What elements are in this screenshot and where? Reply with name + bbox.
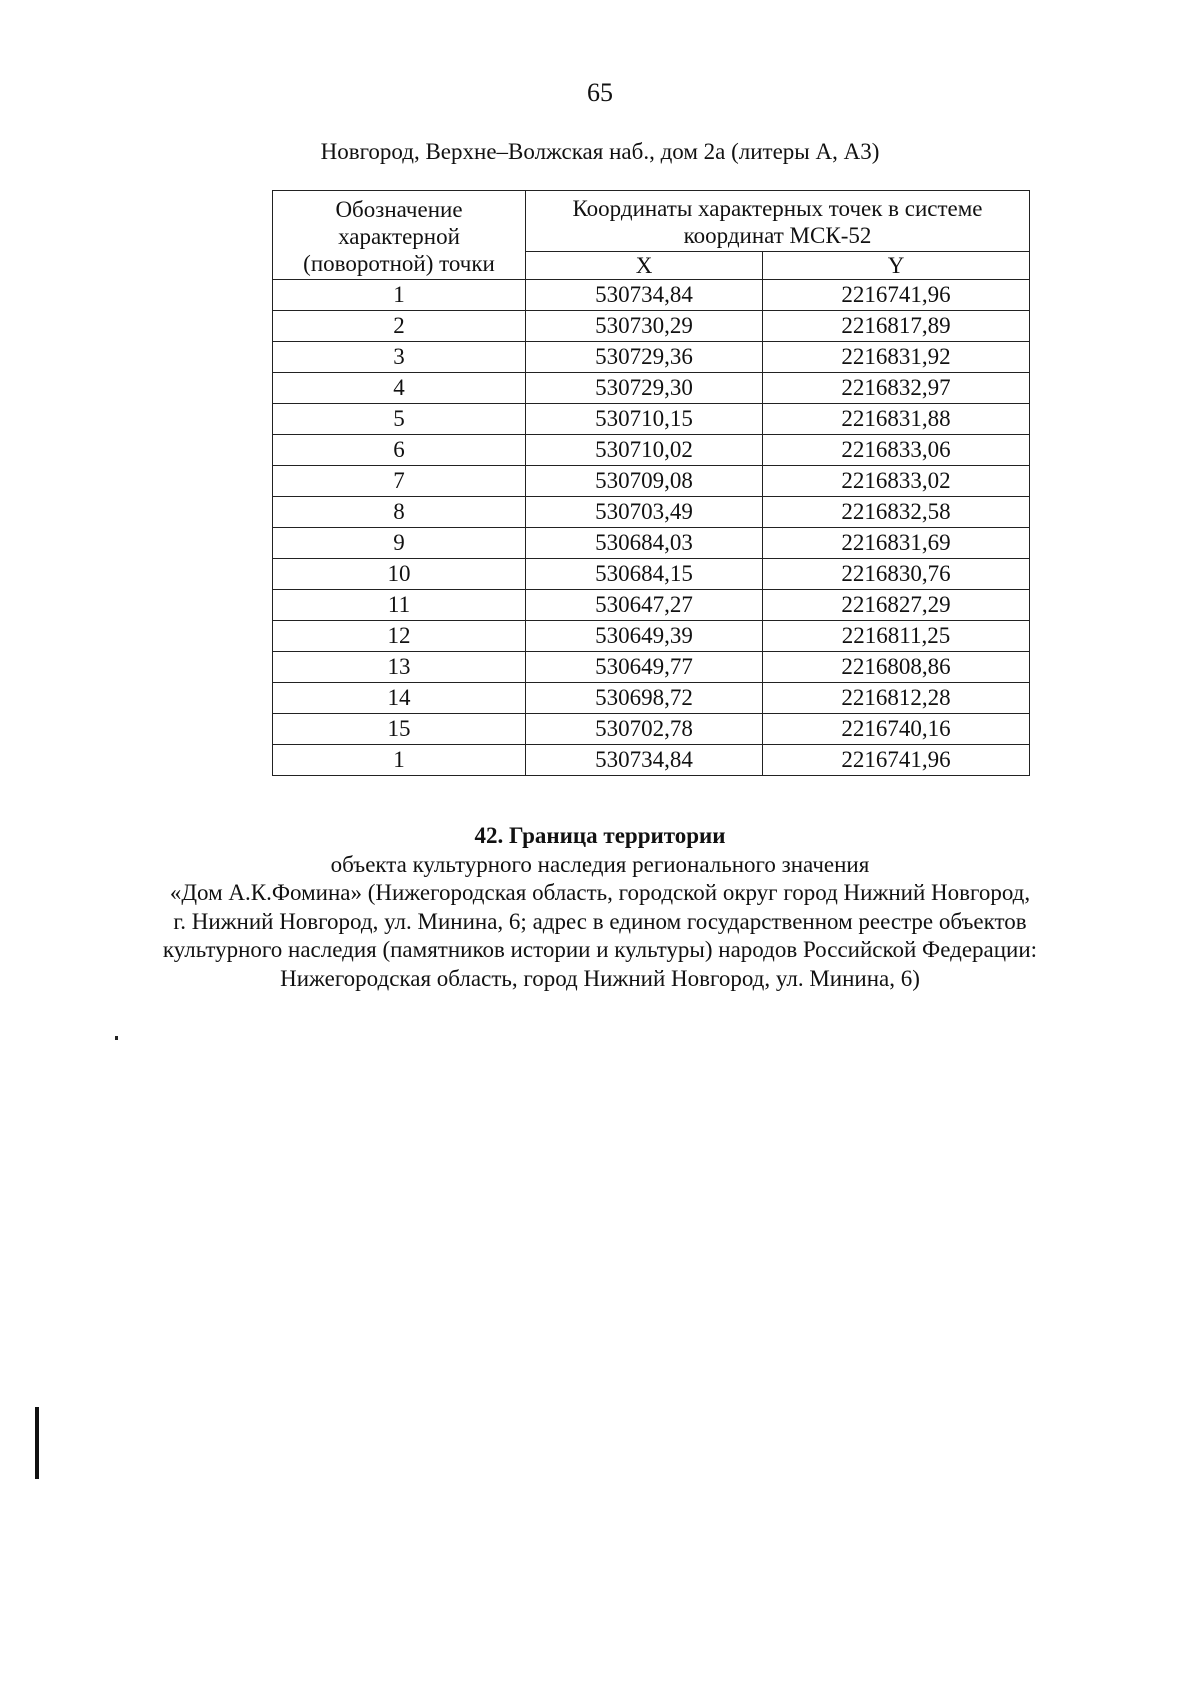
scan-margin-bar — [35, 1407, 39, 1479]
cell-x: 530734,84 — [526, 280, 763, 311]
table-row — [273, 559, 1030, 590]
cell-x: 530729,30 — [526, 373, 763, 404]
cell-y: 2216830,76 — [763, 559, 1030, 590]
cell-point: 2 — [273, 311, 526, 342]
cell-x: 530710,15 — [526, 404, 763, 435]
table-row — [273, 497, 1030, 528]
cell-point: 6 — [273, 435, 526, 466]
table-row — [273, 621, 1030, 652]
cell-x: 530684,15 — [526, 559, 763, 590]
cell-y: 2216831,92 — [763, 342, 1030, 373]
table-row — [273, 311, 1030, 342]
cell-x: 530647,27 — [526, 590, 763, 621]
cell-x: 530703,49 — [526, 497, 763, 528]
cell-x: 530730,29 — [526, 311, 763, 342]
table-row — [273, 373, 1030, 404]
coordinates-table — [272, 190, 1030, 776]
cell-point: 15 — [273, 714, 526, 745]
header-point-designation: Обозначение характерной (поворотной) точки — [273, 191, 526, 280]
cell-y: 2216741,96 — [763, 745, 1030, 776]
cell-x: 530684,03 — [526, 528, 763, 559]
cell-x: 530698,72 — [526, 683, 763, 714]
cell-x: 530649,77 — [526, 652, 763, 683]
cell-x: 530729,36 — [526, 342, 763, 373]
cell-point: 7 — [273, 466, 526, 497]
table-row — [273, 280, 1030, 311]
cell-x: 530649,39 — [526, 621, 763, 652]
cell-point: 4 — [273, 373, 526, 404]
header-y: Y — [763, 252, 1030, 280]
cell-y: 2216833,02 — [763, 466, 1030, 497]
table-body — [273, 280, 1030, 776]
section-line: культурного наследия (памятников истории и культуры) народов Российской Федерации: — [162, 937, 1038, 962]
document-subtitle: Новгород, Верхне–Волжская наб., дом 2а (литеры А, А3) — [320, 139, 880, 164]
cell-x: 530710,02 — [526, 435, 763, 466]
cell-y: 2216808,86 — [763, 652, 1030, 683]
section-line: Нижегородская область, город Нижний Новгород, ул. Минина, 6) — [280, 965, 920, 991]
cell-point: 11 — [273, 590, 526, 621]
cell-point: 5 — [273, 404, 526, 435]
cell-y: 2216831,69 — [763, 528, 1030, 559]
page-number: 65 — [587, 78, 613, 107]
scan-dot-mark — [115, 1036, 118, 1040]
cell-point: 1 — [273, 745, 526, 776]
cell-y: 2216831,88 — [763, 404, 1030, 435]
cell-y: 2216832,97 — [763, 373, 1030, 404]
section-block — [0, 822, 1200, 993]
cell-y: 2216740,16 — [763, 714, 1030, 745]
table-row — [273, 528, 1030, 559]
table-row — [273, 466, 1030, 497]
cell-point: 14 — [273, 683, 526, 714]
cell-y: 2216832,58 — [763, 497, 1030, 528]
table-row — [273, 652, 1030, 683]
table-row — [273, 745, 1030, 776]
cell-y: 2216812,28 — [763, 683, 1030, 714]
cell-point: 13 — [273, 652, 526, 683]
section-line: г. Нижний Новгород, ул. Минина, 6; адрес в едином государственном реестре объектов — [173, 908, 1027, 934]
cell-y: 2216827,29 — [763, 590, 1030, 621]
table-header-row — [273, 191, 1030, 252]
cell-point: 3 — [273, 342, 526, 373]
cell-y: 2216741,96 — [763, 280, 1030, 311]
cell-y: 2216833,06 — [763, 435, 1030, 466]
header-x: X — [526, 252, 763, 280]
table-row — [273, 714, 1030, 745]
cell-point: 1 — [273, 280, 526, 311]
cell-point: 12 — [273, 621, 526, 652]
section-line: «Дом А.К.Фомина» (Нижегородская область, городской округ город Нижний Новгород, — [169, 880, 1031, 905]
section-heading: 42. Граница территории — [474, 823, 726, 848]
section-line: объекта культурного наследия регионального значения — [330, 851, 870, 877]
cell-point: 10 — [273, 559, 526, 590]
cell-y: 2216811,25 — [763, 621, 1030, 652]
cell-y: 2216817,89 — [763, 311, 1030, 342]
cell-x: 530702,78 — [526, 714, 763, 745]
table-row — [273, 683, 1030, 714]
cell-x: 530709,08 — [526, 466, 763, 497]
header-coordinates: Координаты характерных точек в системе координат МСК-52 — [526, 191, 1030, 252]
cell-point: 8 — [273, 497, 526, 528]
table-row — [273, 404, 1030, 435]
cell-x: 530734,84 — [526, 745, 763, 776]
cell-point: 9 — [273, 528, 526, 559]
table-row — [273, 342, 1030, 373]
table-row — [273, 590, 1030, 621]
table-row — [273, 435, 1030, 466]
